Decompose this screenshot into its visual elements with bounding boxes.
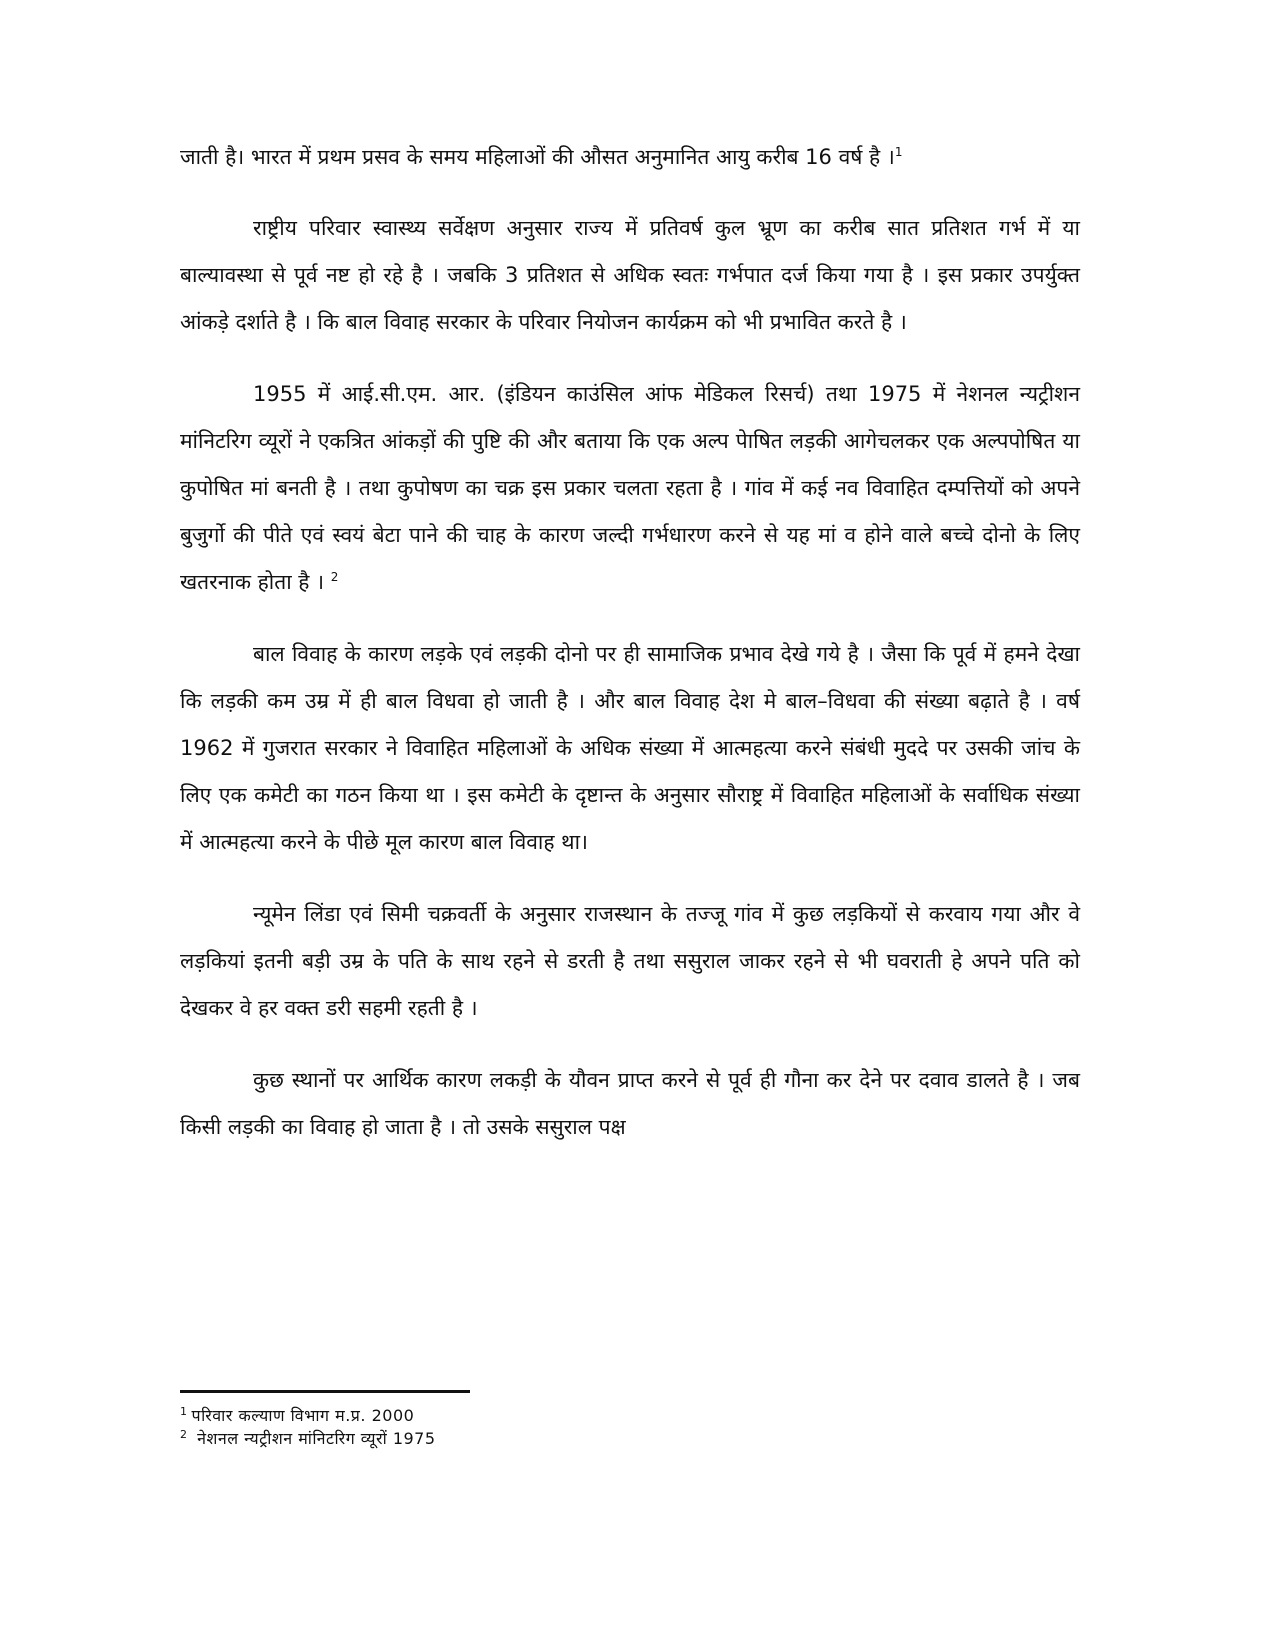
paragraph-text: राष्ट्रीय परिवार स्वास्थ्य सर्वेक्षण अनुसार राज्य में प्रतिवर्ष कुल भ्रूण का करीब सात प्रतिशत गर्भ में या बाल्यावस्था से पूर्व नष्ट हो रहे है । जबकि 3 प्रतिशत से अधिक स्वतः गर्भपात दर्ज किया गया है । इस प्रकार उपर्युक्त आंकड़े दर्शाते है । कि बाल विवाह सरकार के परिवार नियोजन कार्यक्रम को भी प्रभावित करते है । <box>180 216 1080 334</box>
paragraph-6 <box>180 1057 1080 1151</box>
paragraph-5 <box>180 891 1080 1032</box>
paragraph-3 <box>180 371 1080 606</box>
footnotes <box>180 1404 1080 1450</box>
paragraph-4 <box>180 631 1080 866</box>
footnote-ref-2: 2 <box>330 570 339 584</box>
footnote-marker: 2 <box>180 1427 188 1441</box>
paragraph-text: न्यूमेन लिंडा एवं सिमी चक्रवर्ती के अनुसार राजस्थान के तज्जू गांव में कुछ लड़कियों से करवाय गया और वे लड़कियां इतनी बड़ी उम्र के पति के साथ रहने से डरती है तथा ससुराल जाकर रहने से भी घवराती हे अपने पति को देखकर वे हर वक्त डरी सहमी रहती है । <box>180 902 1080 1020</box>
footnote-2 <box>180 1427 1080 1450</box>
footnote-separator <box>180 1390 470 1393</box>
paragraph-2 <box>180 205 1080 346</box>
paragraph-1 <box>180 134 1080 181</box>
footnote-1 <box>180 1404 1080 1427</box>
footnote-ref-1: 1 <box>894 145 903 159</box>
footnote-text: नेशनल न्यट्रीशन मांनिटरिग व्यूरों 1975 <box>191 1429 436 1448</box>
footnote-text: परिवार कल्याण विभाग म.प्र. 2000 <box>191 1406 415 1425</box>
paragraph-text: कुछ स्थानों पर आर्थिक कारण लकड़ी के यौवन प्राप्त करने से पूर्व ही गौना कर देने पर दवाव डालते है । जब किसी लड़की का विवाह हो जाता है । तो उसके ससुराल पक्ष <box>180 1068 1080 1139</box>
paragraph-text: बाल विवाह के कारण लड़के एवं लड़की दोनो पर ही सामाजिक प्रभाव देखे गये है । जैसा कि पूर्व में हमने देखा कि लड़की कम उम्र में ही बाल विधवा हो जाती है । और बाल विवाह देश मे बाल–विधवा की संख्या बढ़ाते है । वर्ष 1962 में गुजरात सरकार ने विवाहित महिलाओं के अधिक संख्या में आत्महत्या करने संबंधी मुददे पर उसकी जांच के लिए एक कमेटी का गठन किया था । इस कमेटी के दृष्टान्त के अनुसार सौराष्ट्र में विवाहित महिलाओं के सर्वाधिक संख्या में आत्महत्या करने के पीछे मूल कारण बाल विवाह था। <box>180 642 1080 854</box>
paragraph-text: जाती है। भारत में प्रथम प्रसव के समय महिलाओं की औसत अनुमानित आयु करीब 16 वर्ष है । <box>180 145 895 169</box>
document-body <box>180 134 1080 1176</box>
paragraph-text: 1955 में आई.सी.एम. आर. (इंडियन काउंसिल आंफ मेडिकल रिसर्च) तथा 1975 में नेशनल न्यट्रीशन मांनिटरिग व्यूरों ने एकत्रित आंकड़ों की पुष्टि की और बताया कि एक अल्प पेाषित लड़की आगेचलकर एक अल्पपोषित या कुपोषित मां बनती है । तथा कुपोषण का चक्र इस प्रकार चलता रहता है । गांव में कई नव विवाहित दम्पत्तियों को अपने बुजुर्गो की पीते एवं स्वयं बेटा पाने की चाह के कारण जल्दी गर्भधारण करने से यह मां व होने वाले बच्चे दोनो के लिए खतरनाक होता है । <box>180 382 1080 594</box>
footnote-marker: 1 <box>180 1404 188 1418</box>
